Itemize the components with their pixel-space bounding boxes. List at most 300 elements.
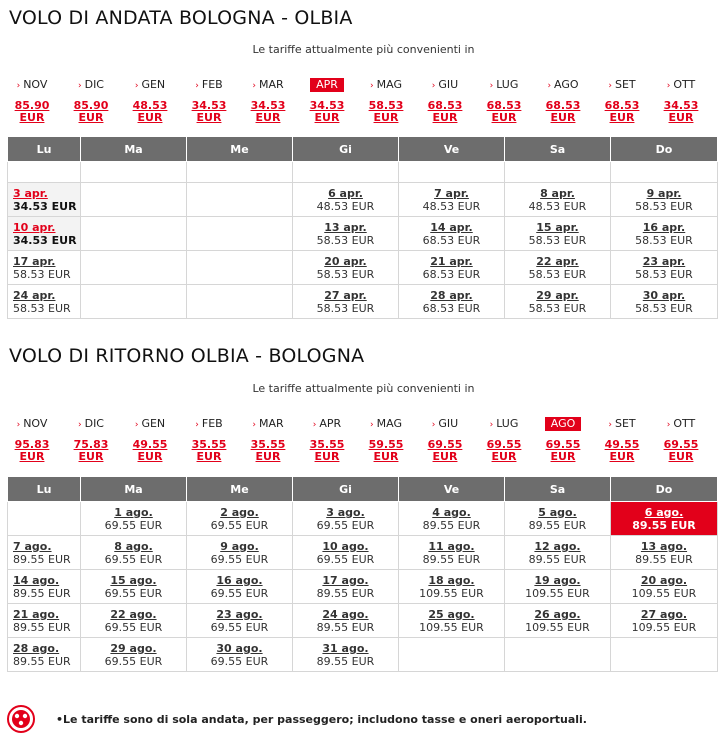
day-date-link[interactable]: 15 apr. — [536, 220, 579, 234]
return-month-price-link[interactable] — [538, 439, 588, 463]
return-month-tab-lug[interactable] — [490, 417, 519, 431]
return-week-row — [8, 536, 718, 570]
day-date-link[interactable]: 12 ago. — [534, 539, 581, 553]
outbound-month-tab-ott[interactable] — [667, 78, 696, 92]
return-month-set — [597, 412, 647, 463]
day-date-link[interactable]: 6 ago. — [644, 505, 684, 519]
day-date-link[interactable]: 16 ago. — [216, 573, 263, 587]
outbound-month-tab-dic[interactable] — [78, 78, 104, 92]
day-date-link[interactable]: 2 ago. — [220, 505, 259, 519]
chevron-right-icon: › — [195, 420, 199, 430]
month-label: MAG — [376, 417, 402, 430]
day-date-link[interactable]: 1 ago. — [114, 505, 153, 519]
outbound-month-price-link[interactable] — [656, 100, 706, 124]
day-date-link[interactable]: 22 apr. — [536, 254, 579, 268]
weekday-gi: Gi — [293, 137, 399, 162]
outbound-day-cell[interactable] — [8, 251, 81, 285]
empty-day-cell — [611, 162, 718, 183]
outbound-month-price-link[interactable] — [538, 100, 588, 124]
return-weekday-header — [8, 477, 718, 502]
outbound-month-tab-ago[interactable] — [547, 78, 578, 92]
return-day-cell[interactable] — [611, 502, 718, 536]
return-month-price-link[interactable] — [184, 439, 234, 463]
chevron-right-icon: › — [195, 81, 199, 91]
month-price: 69.55 — [663, 438, 699, 451]
return-day-cell[interactable] — [611, 604, 718, 638]
day-date-link[interactable]: 20 ago. — [640, 573, 688, 587]
return-month-tab-ott[interactable] — [667, 417, 696, 431]
return-month-giu — [420, 412, 470, 463]
month-price: 34.53 — [309, 99, 345, 112]
outbound-day-cell[interactable] — [399, 183, 505, 217]
month-label: GEN — [141, 417, 166, 430]
return-month-selector — [7, 412, 719, 462]
day-date-link[interactable]: 31 ago. — [322, 641, 369, 655]
return-day-cell[interactable] — [399, 604, 505, 638]
weekday-sa: Sa — [505, 137, 611, 162]
day-date-link[interactable]: 24 ago. — [322, 607, 369, 621]
return-month-price-link[interactable] — [302, 439, 352, 463]
chevron-right-icon: › — [431, 81, 436, 91]
return-day-cell[interactable] — [81, 502, 187, 536]
day-price: 58.53 EUR — [635, 267, 693, 281]
empty-day-cell — [8, 162, 81, 183]
return-day-cell[interactable] — [505, 502, 611, 536]
day-price: 89.55 EUR — [422, 518, 481, 532]
month-price: 35.55 — [250, 438, 286, 451]
return-day-cell[interactable] — [293, 638, 399, 672]
month-price: 69.55 — [545, 438, 581, 451]
month-price: 68.53 — [604, 99, 640, 112]
day-price: 58.53 EUR — [13, 301, 71, 315]
day-date-link[interactable]: 20 apr. — [324, 254, 367, 268]
day-date-link[interactable]: 6 apr. — [328, 186, 363, 200]
outbound-month-tab-set[interactable] — [608, 78, 635, 92]
day-date-link[interactable]: 7 apr. — [434, 186, 469, 200]
day-price: 69.55 EUR — [104, 654, 163, 668]
day-date-link[interactable]: 3 apr. — [13, 186, 48, 200]
return-month-mag — [361, 412, 411, 463]
return-day-cell[interactable] — [8, 604, 81, 638]
day-date-link[interactable]: 25 ago. — [428, 607, 475, 621]
weekday-ma: Ma — [81, 137, 187, 162]
month-label: GEN — [141, 78, 166, 91]
return-day-cell[interactable] — [81, 604, 187, 638]
month-label: FEB — [201, 78, 223, 91]
day-date-link[interactable]: 11 ago. — [428, 539, 475, 553]
return-day-cell[interactable] — [8, 638, 81, 672]
month-price: 58.53 — [368, 99, 404, 112]
day-date-link[interactable]: 10 ago. — [322, 539, 369, 553]
month-label: MAR — [258, 78, 284, 91]
return-day-cell[interactable] — [187, 502, 293, 536]
month-currency: EUR — [373, 111, 399, 124]
outbound-month-price-link[interactable] — [125, 100, 175, 124]
day-price: 69.55 EUR — [316, 552, 375, 566]
weekday-do: Do — [611, 137, 718, 162]
chevron-right-icon: › — [666, 420, 671, 430]
outbound-month-price-link[interactable] — [479, 100, 529, 124]
outbound-month-tab-mar[interactable] — [252, 78, 283, 92]
empty-day-cell — [611, 638, 718, 672]
return-day-cell[interactable] — [81, 570, 187, 604]
return-month-price-link[interactable] — [479, 439, 529, 463]
chevron-right-icon: › — [252, 81, 256, 91]
day-date-link[interactable]: 17 apr. — [13, 254, 56, 268]
day-price: 89.55 EUR — [528, 518, 587, 532]
month-currency: EUR — [373, 450, 399, 463]
day-price: 68.53 EUR — [422, 301, 481, 315]
outbound-month-giu — [420, 73, 470, 124]
empty-day-cell — [187, 251, 293, 285]
chevron-right-icon: › — [77, 81, 82, 91]
outbound-day-cell[interactable] — [293, 183, 399, 217]
month-price: 59.55 — [368, 438, 404, 451]
day-date-link[interactable]: 21 ago. — [13, 607, 60, 621]
return-day-cell[interactable] — [187, 604, 293, 638]
month-label: APR — [319, 417, 342, 430]
empty-day-cell — [8, 502, 81, 536]
chevron-right-icon: › — [431, 420, 436, 430]
day-date-link[interactable]: 14 apr. — [430, 220, 473, 234]
outbound-day-cell[interactable] — [8, 285, 81, 319]
day-price: 58.53 EUR — [13, 267, 71, 281]
outbound-month-price-link[interactable] — [184, 100, 234, 124]
return-day-cell[interactable] — [505, 570, 611, 604]
chevron-right-icon: › — [312, 420, 317, 430]
weekday-sa: Sa — [505, 477, 611, 502]
day-date-link[interactable]: 5 ago. — [538, 505, 577, 519]
return-subtitle: Le tariffe attualmente più convenienti in — [252, 382, 475, 395]
return-month-gen — [125, 412, 175, 463]
outbound-month-lug — [479, 73, 529, 124]
day-date-link[interactable]: 4 ago. — [432, 505, 471, 519]
return-day-cell[interactable] — [293, 502, 399, 536]
outbound-month-price-link[interactable] — [361, 100, 411, 124]
month-label: AGO — [550, 417, 576, 430]
month-price: 69.55 — [427, 438, 463, 451]
outbound-day-cell[interactable] — [8, 183, 81, 217]
outbound-month-tab-nov[interactable] — [17, 78, 48, 92]
day-price: 89.55 EUR — [316, 620, 375, 634]
chevron-right-icon: › — [370, 81, 374, 91]
outbound-day-cell[interactable] — [293, 251, 399, 285]
outbound-month-nov — [7, 73, 57, 124]
outbound-month-price-link[interactable] — [243, 100, 293, 124]
return-month-tab-mar[interactable] — [252, 417, 283, 431]
outbound-week-row — [8, 183, 718, 217]
chevron-right-icon: › — [547, 81, 552, 91]
outbound-day-cell[interactable] — [399, 251, 505, 285]
return-day-cell[interactable] — [81, 638, 187, 672]
return-week-row — [8, 638, 718, 672]
month-label: OTT — [673, 78, 696, 91]
outbound-calendar — [7, 136, 718, 319]
day-price: 109.55 EUR — [525, 586, 590, 600]
month-label: NOV — [23, 78, 48, 91]
month-price: 34.53 — [663, 99, 699, 112]
empty-day-cell — [81, 162, 187, 183]
outbound-month-dic — [66, 73, 116, 124]
outbound-day-cell[interactable] — [505, 217, 611, 251]
day-price: 58.53 EUR — [316, 267, 375, 281]
weekday-gi: Gi — [293, 477, 399, 502]
day-price: 34.53 EUR — [13, 199, 77, 213]
outbound-month-price-link[interactable] — [420, 100, 470, 124]
outbound-month-price-link[interactable] — [7, 100, 57, 124]
chevron-right-icon: › — [489, 81, 494, 91]
outbound-month-tab-gen[interactable] — [135, 78, 165, 92]
day-date-link[interactable]: 19 ago. — [534, 573, 581, 587]
day-price: 69.55 EUR — [210, 518, 269, 532]
outbound-week-row — [8, 285, 718, 319]
return-day-cell[interactable] — [399, 502, 505, 536]
return-month-tab-apr[interactable] — [313, 417, 341, 431]
outbound-month-tab-giu[interactable] — [432, 78, 458, 92]
outbound-month-set — [597, 73, 647, 124]
month-price: 49.55 — [132, 438, 168, 451]
month-price: 85.90 — [73, 99, 109, 112]
return-month-ago — [538, 412, 588, 463]
return-month-lug — [479, 412, 529, 463]
outbound-day-cell[interactable] — [293, 285, 399, 319]
return-month-price-link[interactable] — [361, 439, 411, 463]
day-date-link[interactable]: 15 ago. — [110, 573, 157, 587]
return-month-apr — [302, 412, 352, 463]
outbound-month-selector — [7, 73, 719, 123]
month-label: DIC — [84, 78, 104, 91]
outbound-day-cell[interactable] — [611, 251, 718, 285]
empty-day-cell — [505, 638, 611, 672]
outbound-day-cell[interactable] — [505, 285, 611, 319]
day-date-link[interactable]: 18 ago. — [428, 573, 475, 587]
chevron-right-icon: › — [16, 81, 21, 91]
month-label: MAR — [258, 417, 284, 430]
day-date-link[interactable]: 23 apr. — [642, 254, 686, 268]
outbound-month-price-link[interactable] — [302, 100, 352, 124]
chevron-right-icon: › — [489, 420, 494, 430]
day-date-link[interactable]: 8 apr. — [540, 186, 575, 200]
outbound-month-gen — [125, 73, 175, 124]
return-day-cell[interactable] — [611, 570, 718, 604]
return-month-tab-giu[interactable] — [432, 417, 458, 431]
day-date-link[interactable]: 28 apr. — [430, 288, 473, 302]
weekday-lu: Lu — [8, 477, 81, 502]
outbound-month-price-link[interactable] — [597, 100, 647, 124]
month-price: 34.53 — [250, 99, 286, 112]
empty-day-cell — [187, 162, 293, 183]
day-date-link[interactable]: 9 apr. — [646, 186, 682, 200]
day-date-link[interactable]: 17 ago. — [322, 573, 369, 587]
day-price: 58.53 EUR — [528, 267, 587, 281]
day-price: 58.53 EUR — [635, 301, 693, 315]
day-price: 48.53 EUR — [422, 199, 481, 213]
return-month-tab-set[interactable] — [608, 417, 635, 431]
day-price: 69.55 EUR — [210, 552, 269, 566]
outbound-month-mag — [361, 73, 411, 124]
day-price: 68.53 EUR — [422, 267, 481, 281]
weekday-me: Me — [187, 137, 293, 162]
outbound-day-cell[interactable] — [8, 217, 81, 251]
day-price: 68.53 EUR — [422, 233, 481, 247]
outbound-day-cell[interactable] — [399, 217, 505, 251]
outbound-day-cell[interactable] — [611, 285, 718, 319]
outbound-day-cell[interactable] — [505, 183, 611, 217]
outbound-month-tab-lug[interactable] — [490, 78, 519, 92]
return-day-cell[interactable] — [187, 570, 293, 604]
outbound-day-cell[interactable] — [505, 251, 611, 285]
return-day-cell[interactable] — [505, 604, 611, 638]
month-price: 48.53 — [132, 99, 168, 112]
outbound-day-cell[interactable] — [399, 285, 505, 319]
day-price: 89.55 EUR — [13, 620, 71, 634]
footer — [6, 704, 721, 736]
outbound-day-cell[interactable] — [611, 183, 718, 217]
day-price: 89.55 EUR — [635, 552, 693, 566]
empty-day-cell — [505, 162, 611, 183]
return-month-tab-ago[interactable] — [545, 417, 582, 431]
return-month-price-link[interactable] — [125, 439, 175, 463]
day-date-link[interactable]: 28 ago. — [13, 641, 60, 655]
chevron-right-icon: › — [370, 420, 374, 430]
empty-day-cell — [81, 251, 187, 285]
month-price: 35.55 — [309, 438, 345, 451]
day-date-link[interactable]: 7 ago. — [13, 539, 52, 553]
month-label: NOV — [23, 417, 48, 430]
empty-day-cell — [187, 183, 293, 217]
month-label: APR — [316, 78, 338, 91]
return-month-price-link[interactable] — [7, 439, 57, 463]
day-date-link[interactable]: 16 apr. — [642, 220, 686, 234]
outbound-month-tab-apr[interactable] — [310, 78, 344, 92]
month-currency: EUR — [137, 111, 163, 124]
outbound-month-ott — [656, 73, 706, 124]
day-date-link[interactable]: 23 ago. — [216, 607, 263, 621]
month-price: 68.53 — [427, 99, 463, 112]
return-month-tab-dic[interactable] — [78, 417, 104, 431]
day-date-link[interactable]: 8 ago. — [114, 539, 153, 553]
badge-logo-icon — [6, 704, 36, 734]
month-currency: EUR — [314, 111, 340, 124]
return-month-price-link[interactable] — [597, 439, 647, 463]
day-price: 89.55 EUR — [316, 654, 375, 668]
return-month-price-link[interactable] — [66, 439, 116, 463]
return-day-cell[interactable] — [505, 536, 611, 570]
day-date-link[interactable]: 30 ago. — [216, 641, 263, 655]
return-calendar — [7, 476, 718, 672]
return-day-cell[interactable] — [399, 536, 505, 570]
return-month-tab-feb[interactable] — [195, 417, 222, 431]
weekday-ma: Ma — [81, 477, 187, 502]
month-currency: EUR — [550, 450, 576, 463]
day-date-link[interactable]: 29 ago. — [110, 641, 157, 655]
chevron-right-icon: › — [666, 81, 671, 91]
chevron-right-icon: › — [608, 81, 612, 91]
day-date-link[interactable]: 14 ago. — [13, 573, 60, 587]
return-month-price-link[interactable] — [656, 439, 706, 463]
outbound-month-feb — [184, 73, 234, 124]
return-month-tab-mag[interactable] — [370, 417, 402, 431]
return-day-cell[interactable] — [611, 536, 718, 570]
outbound-month-tab-mag[interactable] — [370, 78, 402, 92]
return-month-feb — [184, 412, 234, 463]
day-date-link[interactable]: 13 ago. — [640, 539, 688, 553]
month-currency: EUR — [491, 450, 517, 463]
day-date-link[interactable]: 10 apr. — [13, 220, 56, 234]
empty-day-cell — [399, 638, 505, 672]
day-price: 109.55 EUR — [419, 620, 484, 634]
outbound-week-row — [8, 162, 718, 183]
return-month-tab-nov[interactable] — [17, 417, 48, 431]
day-date-link[interactable]: 21 apr. — [430, 254, 473, 268]
return-day-cell[interactable] — [399, 570, 505, 604]
day-date-link[interactable]: 24 apr. — [13, 288, 56, 302]
outbound-month-price-link[interactable] — [66, 100, 116, 124]
month-label: GIU — [438, 78, 459, 91]
return-month-price-link[interactable] — [420, 439, 470, 463]
return-month-tab-gen[interactable] — [135, 417, 165, 431]
day-price: 89.55 EUR — [13, 586, 71, 600]
day-price: 69.55 EUR — [210, 654, 269, 668]
outbound-month-tab-feb[interactable] — [195, 78, 222, 92]
month-label: SET — [614, 78, 636, 91]
day-date-link[interactable]: 22 ago. — [110, 607, 157, 621]
month-label: LUG — [496, 78, 519, 91]
month-price: 85.90 — [14, 99, 50, 112]
month-currency: EUR — [491, 111, 517, 124]
return-week-row — [8, 604, 718, 638]
outbound-week-row — [8, 217, 718, 251]
day-date-link[interactable]: 30 apr. — [642, 288, 686, 302]
chevron-right-icon: › — [608, 420, 612, 430]
day-price: 109.55 EUR — [631, 620, 697, 634]
return-month-price-link[interactable] — [243, 439, 293, 463]
return-day-cell[interactable] — [187, 638, 293, 672]
month-label: FEB — [201, 417, 223, 430]
day-date-link[interactable]: 27 apr. — [324, 288, 367, 302]
chevron-right-icon: › — [77, 420, 82, 430]
return-day-cell[interactable] — [293, 604, 399, 638]
weekday-ve: Ve — [399, 477, 505, 502]
month-currency: EUR — [196, 111, 222, 124]
return-day-cell[interactable] — [293, 536, 399, 570]
outbound-day-cell[interactable] — [611, 217, 718, 251]
chevron-right-icon: › — [252, 420, 256, 430]
day-date-link[interactable]: 26 ago. — [534, 607, 581, 621]
chevron-right-icon: › — [134, 420, 139, 430]
day-date-link[interactable]: 27 ago. — [640, 607, 688, 621]
day-price: 89.55 EUR — [13, 552, 71, 566]
day-price: 89.55 EUR — [13, 654, 71, 668]
return-day-cell[interactable] — [81, 536, 187, 570]
day-price: 89.55 EUR — [632, 518, 696, 532]
return-day-cell[interactable] — [293, 570, 399, 604]
outbound-day-cell[interactable] — [293, 217, 399, 251]
return-day-cell[interactable] — [187, 536, 293, 570]
outbound-weekday-header — [8, 137, 718, 162]
day-date-link[interactable]: 29 apr. — [536, 288, 579, 302]
day-date-link[interactable]: 13 apr. — [324, 220, 367, 234]
return-day-cell[interactable] — [8, 536, 81, 570]
month-label: MAG — [376, 78, 402, 91]
weekday-do: Do — [611, 477, 718, 502]
day-date-link[interactable]: 3 ago. — [326, 505, 365, 519]
weekday-lu: Lu — [8, 137, 81, 162]
month-label: LUG — [496, 417, 519, 430]
return-day-cell[interactable] — [8, 570, 81, 604]
empty-day-cell — [187, 217, 293, 251]
day-date-link[interactable]: 9 ago. — [220, 539, 259, 553]
